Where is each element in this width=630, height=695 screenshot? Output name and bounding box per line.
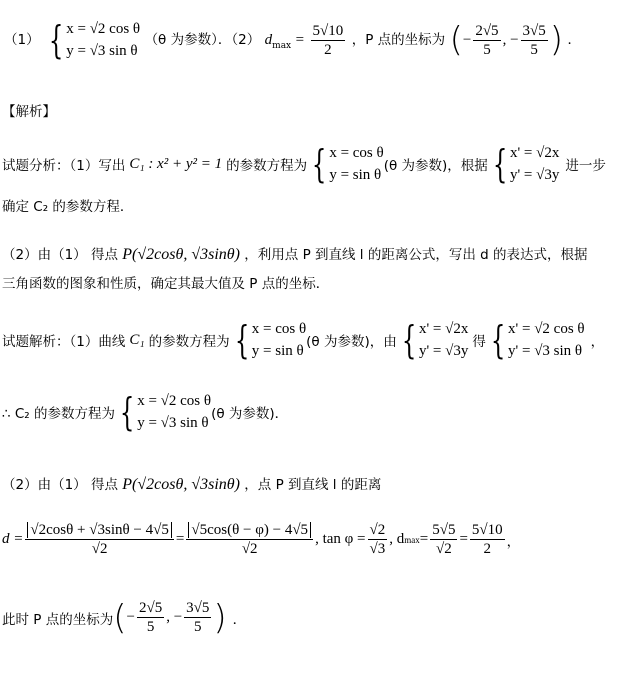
system-row-x: x = √2 cos θ bbox=[66, 21, 141, 37]
solution-line-3 bbox=[2, 473, 381, 494]
analysis-c1-equation: C₁ : x² + y² = 1 bbox=[129, 155, 223, 172]
solution-c2-text: ∴ C₂ 的参数方程为 bbox=[2, 406, 116, 422]
solution-c2-system: { x = √2 cos θ y = √3 sin θ bbox=[119, 390, 212, 434]
dmax-subscript: max bbox=[272, 41, 292, 51]
system-row: y = sin θ bbox=[329, 167, 382, 183]
solution-line-1 bbox=[2, 318, 604, 362]
frac1-denominator: √2 bbox=[91, 541, 108, 557]
frac2-numerator: √5cos(θ − φ) − 4√5 bbox=[188, 522, 311, 538]
frac2-denominator: √2 bbox=[241, 541, 258, 557]
dmax-sub: max bbox=[404, 534, 420, 545]
analysis-param-note: (θ 为参数)，根据 bbox=[383, 158, 488, 174]
coord-y-fraction bbox=[521, 23, 548, 58]
solution-intro: 试题解析：（1）曲线 bbox=[2, 334, 126, 350]
dmax-f1-denominator: √2 bbox=[435, 541, 452, 557]
system-row: x = √2 cos θ bbox=[137, 393, 212, 409]
coord-x-fraction bbox=[473, 23, 500, 58]
final-y-num: 3√5 bbox=[186, 600, 210, 616]
tan-numerator: √2 bbox=[369, 522, 386, 538]
dmax-fraction-2 bbox=[470, 522, 505, 557]
analysis-line-4: 三角函数的图象和性质，确定其最大值及 P 点的坐标． bbox=[2, 276, 330, 292]
coord-x-den: 5 bbox=[483, 41, 491, 58]
solution-param-text: 的参数方程为 bbox=[148, 334, 230, 350]
analysis-point-p: P(√2cosθ, √3sinθ) bbox=[122, 246, 240, 263]
solution-get: 得 bbox=[472, 334, 486, 350]
dmax-label: , d bbox=[389, 531, 405, 547]
left-paren: ( bbox=[449, 20, 463, 60]
left-paren: ( bbox=[113, 597, 127, 638]
right-paren: ) bbox=[549, 20, 564, 60]
equals: = bbox=[295, 32, 305, 48]
final-y-den: 5 bbox=[194, 619, 202, 635]
system-row: x' = √2x bbox=[509, 145, 560, 161]
tan-fraction bbox=[368, 522, 388, 557]
system-row: y' = √3y bbox=[418, 343, 469, 359]
final-end: ． bbox=[232, 611, 247, 628]
distance-formula: d = $\frac{√2\cos\theta + √3\sin\theta - 4√5}{√2}$ = $\frac{√5\cos(\theta - \varphi) - 4√5}{√2}$ , tan φ = $\frac{√2}{√3}$ , d max = $\frac{5√5}{√2}$ = $\frac{5√10}{2}$ ， bbox=[2, 522, 521, 557]
final-x-num: 2√5 bbox=[138, 600, 163, 616]
solution-part2-intro: （2）由（1） 得点 bbox=[2, 477, 118, 493]
solution-system-3: { x' = √2 cos θ y' = √3 sin θ bbox=[490, 318, 585, 362]
system-row: x' = √2 cos θ bbox=[508, 321, 585, 337]
part-one-label: （1） bbox=[4, 32, 40, 48]
answer-end: ． bbox=[567, 32, 581, 48]
distance-fraction-2 bbox=[186, 522, 313, 557]
d-equals: d = bbox=[2, 531, 24, 547]
frac1-numerator: √2cosθ + √3sinθ − 4√5 bbox=[27, 522, 172, 538]
analysis-part2-intro: （2）由（1） 得点 bbox=[2, 247, 118, 263]
system-row: y = sin θ bbox=[251, 343, 304, 359]
analysis-next-step: 进一步 bbox=[565, 158, 606, 174]
system-row: y = √3 sin θ bbox=[137, 415, 209, 431]
answer-tail: （θ 为参数）．（2） bbox=[144, 32, 261, 48]
solution-param-note: (θ 为参数)，由 bbox=[306, 334, 397, 350]
solution-line-2 bbox=[2, 390, 288, 434]
system-row: x = cos θ bbox=[329, 145, 384, 161]
analysis-line-2: 确定 C₂ 的参数方程． bbox=[2, 199, 134, 215]
dmax-fraction-1 bbox=[430, 522, 457, 557]
param-system bbox=[44, 18, 140, 62]
analysis-system-1: { x = cos θ y = sin θ bbox=[311, 142, 384, 186]
final-y-fraction bbox=[184, 600, 211, 635]
final-coord-text: 此时 P 点的坐标为 bbox=[2, 611, 114, 628]
analysis-line-1 bbox=[2, 142, 606, 186]
dmax-fraction bbox=[311, 23, 346, 58]
distance-fraction-1 bbox=[25, 522, 174, 557]
solution-point-p: P(√2cosθ, √3sinθ) bbox=[122, 476, 240, 493]
dmax-f2-numerator: 5√10 bbox=[471, 522, 503, 538]
dmax-end: ， bbox=[506, 533, 521, 550]
coord-y-den: 5 bbox=[530, 41, 538, 58]
solution-c2-param: (θ 为参数)． bbox=[211, 406, 289, 422]
curve-c1: C₁ bbox=[129, 331, 145, 348]
solution-line-5: 此时 P 点的坐标为 ( − $\frac{2√5}{5}$ , − $\frac{3√5}{5}$ ) ． bbox=[2, 597, 247, 638]
tan-phi: , tan φ = bbox=[315, 531, 366, 547]
tan-denominator: √3 bbox=[369, 541, 386, 557]
answer-line: （1） { x = √2 cos θ y = √3 sin θ （θ 为参数）．（2） $d_{max}$ = $\frac{5√10}{2}$ ，P 点的坐标为 (− $\frac{2√5}{5}$ , − $\frac{3√5}{5}$ ) ． bbox=[4, 18, 581, 62]
solution-comma: ， bbox=[590, 334, 605, 350]
final-x-den: 5 bbox=[146, 619, 155, 635]
dmax-symbol: d bbox=[264, 32, 273, 48]
right-paren: ) bbox=[213, 597, 227, 638]
system-row: y' = √3y bbox=[509, 167, 560, 183]
coord-x-num: 2√5 bbox=[475, 22, 499, 39]
final-x-fraction bbox=[137, 600, 164, 635]
system-row: y' = √3 sin θ bbox=[508, 343, 583, 359]
system-row: x' = √2x bbox=[418, 321, 469, 337]
solution-system-1: { x = cos θ y = sin θ bbox=[234, 318, 307, 362]
coord-y-num: 3√5 bbox=[522, 22, 546, 39]
analysis-param-text: 的参数方程为 bbox=[226, 158, 308, 174]
dmax-f1-numerator: 5√5 bbox=[432, 522, 456, 538]
system-row-y: y = √3 sin θ bbox=[66, 43, 138, 59]
system-row: x = cos θ bbox=[251, 321, 307, 337]
solution-system-2: { x' = √2x y' = √3y bbox=[401, 318, 469, 362]
analysis-system-2: { x' = √2x y' = √3y bbox=[492, 142, 560, 186]
left-brace: { bbox=[48, 18, 64, 62]
analysis-line-3 bbox=[2, 243, 588, 264]
dmax-f2-denominator: 2 bbox=[483, 541, 492, 557]
solution-distance-text: ，点 P 到直线 l 的距离 bbox=[244, 477, 382, 493]
analysis-part2-text: ，利用点 P 到直线 l 的距离公式，写出 d 的表达式，根据 bbox=[244, 247, 588, 263]
p-coord-text: ，P 点的坐标为 bbox=[351, 32, 446, 48]
dmax-numerator: 5√10 bbox=[312, 22, 344, 39]
section-title: 【解析】 bbox=[2, 104, 56, 120]
dmax-denominator: 2 bbox=[324, 41, 332, 58]
analysis-intro: 试题分析：（1）写出 bbox=[2, 158, 126, 174]
